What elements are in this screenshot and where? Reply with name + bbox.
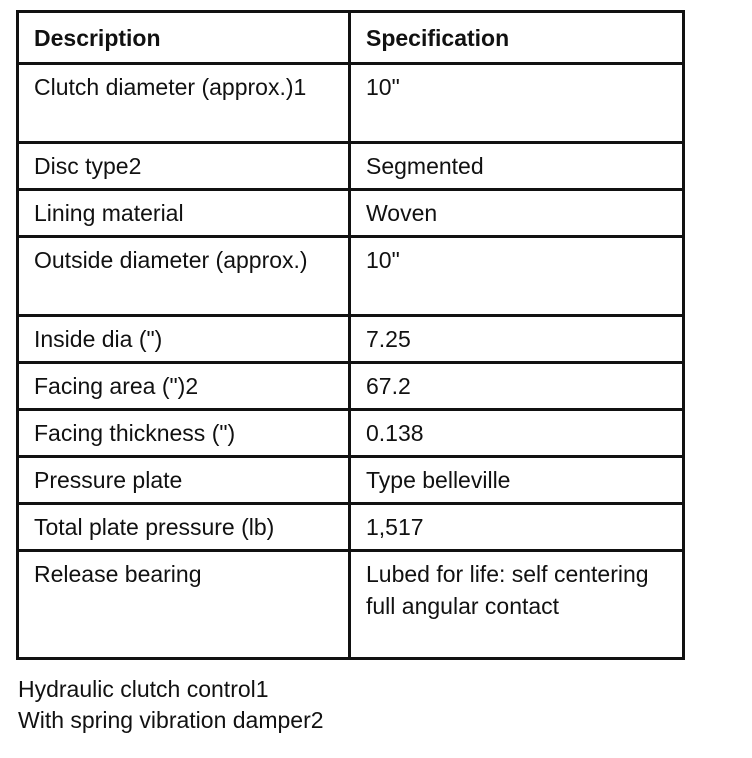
cell-specification: 10" (350, 237, 684, 316)
footnote-1: Hydraulic clutch control1 (18, 676, 269, 702)
cell-specification: Lubed for life: self centering full angular contact (350, 551, 684, 659)
cell-specification: 0.138 (350, 410, 684, 457)
cell-description: Disc type2 (18, 143, 350, 190)
cell-specification: 10" (350, 64, 684, 143)
cell-description: Inside dia (") (18, 316, 350, 363)
cell-description: Pressure plate (18, 457, 350, 504)
table-row (18, 551, 684, 659)
footnotes (18, 674, 324, 736)
cell-description: Total plate pressure (lb) (18, 504, 350, 551)
table-row (18, 237, 684, 316)
table-row (18, 190, 684, 237)
cell-description: Release bearing (18, 551, 350, 659)
table-body (18, 64, 684, 659)
cell-specification: 1,517 (350, 504, 684, 551)
cell-description: Facing area (")2 (18, 363, 350, 410)
table-row (18, 316, 684, 363)
cell-description: Clutch diameter (approx.)1 (18, 64, 350, 143)
table-row (18, 64, 684, 143)
cell-specification: Woven (350, 190, 684, 237)
cell-specification: 67.2 (350, 363, 684, 410)
cell-description: Outside diameter (approx.) (18, 237, 350, 316)
cell-description: Facing thickness (") (18, 410, 350, 457)
table-row (18, 363, 684, 410)
column-header-description: Description (18, 12, 350, 64)
cell-specification: Type belleville (350, 457, 684, 504)
table-row (18, 504, 684, 551)
column-header-specification: Specification (350, 12, 684, 64)
table-row (18, 457, 684, 504)
table-header-row (18, 12, 684, 64)
cell-specification: Segmented (350, 143, 684, 190)
cell-specification: 7.25 (350, 316, 684, 363)
table-row (18, 143, 684, 190)
footnote-2: With spring vibration damper2 (18, 707, 324, 733)
cell-description: Lining material (18, 190, 350, 237)
table-row (18, 410, 684, 457)
clutch-spec-table (16, 10, 685, 660)
